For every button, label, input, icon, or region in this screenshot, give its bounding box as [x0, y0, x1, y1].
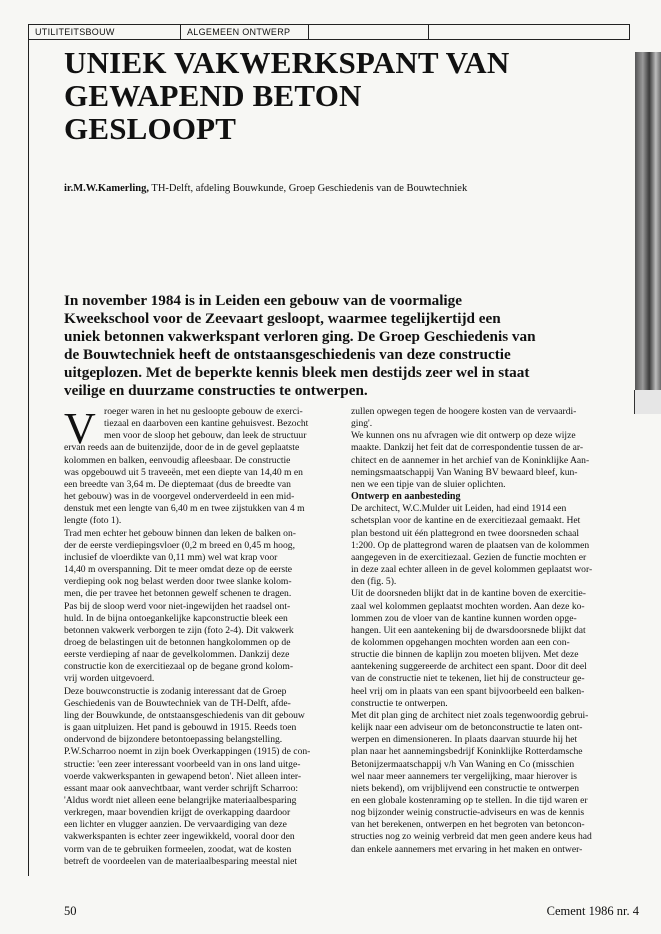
body-text-line: constructie kon de exercitiezaal op de begane grond kolom- [64, 661, 294, 673]
body-text-line: maakte. Dankzij het feit dat de correspondentie tussen de ar- [351, 442, 584, 454]
body-text-line: droeg de belastingen uit de betonnen hangkolommen op de [64, 636, 291, 648]
body-text-line: zullen opwegen tegen de hoogere kosten van de vervaardi- [351, 406, 577, 417]
body-text-line: plan naar het aannemingsbedrijf Koninklijke Rotterdamsche [351, 746, 583, 758]
body-text-line: Deze bouwconstructie is zodanig interessant dat de Groep [64, 685, 287, 697]
body-text-line: en een globale kostenraming op te stellen. In die tijd waren er [351, 795, 588, 806]
body-text-line: kelijk naar een adviseur om de betonconstructie te laten ont- [351, 722, 583, 734]
body-text-line: niets bekend), om vrijblijvend een constructie te ontwerpen [351, 782, 580, 794]
body-text-line: zaal wel kolommen geplaatst mochten worden. Aan deze ko- [351, 600, 585, 612]
body-text-line: betonnen vakwerk verborgen te zijn (foto 2-4). Dit vakwerk [64, 624, 294, 636]
left-frame-rule [28, 38, 29, 876]
body-text-line: verkregen, maar bovendien krijgt de overkapping daardoor [64, 807, 291, 819]
body-text-line: aangegeven in de exercitiezaal. Gezien de functie mochten er [351, 551, 587, 563]
body-text-line: ging'. [351, 418, 373, 430]
body-text-line: structie: 'een zeer interessant voorbeeld van in ons land uitge- [64, 758, 301, 770]
body-text-line: chitect en de aannemer in het archief van de Koninklijke Aan- [351, 454, 590, 466]
body-text-line: den (fig. 5). [351, 576, 397, 588]
section-label-empty-2 [429, 25, 629, 39]
body-text-line: heel vrij om in plaats van een spant bijvoorbeeld een balken- [351, 685, 585, 697]
body-text-line: denstuk met een lengte van 6,40 m en twee zijstukken van 4 m [64, 503, 305, 515]
body-text-line: vorm van de te gebruiken formeelen, zoodat, wat de kosten [64, 843, 292, 855]
body-text-line: Geschiedenis van de Bouwtechniek van de TH-Delft, afde- [64, 697, 291, 709]
body-text-line: het gebouw) was in de voorgevel onderverdeeld in een mid- [64, 491, 295, 503]
body-text-line: kolommen en balken, eenvoudig afleesbaar. De constructie [64, 454, 291, 466]
body-text-line: 'Aldus wordt niet alleen eene belangrijke materiaalbesparing [64, 795, 297, 806]
title-line: GESLOOPT [64, 111, 237, 146]
body-text-line: huld. In de bijna ontoegankelijke kapconstructie bleek een [64, 612, 288, 624]
body-text-line: We kunnen ons nu afvragen wie dit ontwerp op deze wijze [351, 430, 576, 442]
body-text-line: werpen en dimensioneren. In plaats daarvan stuurde hij het [351, 734, 578, 746]
body-text-line: men voor de sloop het gebouw, dan leek de structuur [104, 430, 307, 442]
body-text-line: eerste verdieping af naar de gevelkolommen. Dankzij deze [64, 649, 290, 661]
body-text-line: Uit de doorsneden blijkt dat in de kantine boven de exercitie- [351, 588, 586, 600]
body-text-line: in deze zaal echter alleen in de gevel kolommen geplaatst wor- [351, 564, 593, 576]
body-text-line: inclusief de vloerdikte van 0,11 mm) wel wat krap voor [64, 551, 278, 563]
body-text-line: de kolommen opgehangen mochten worden aan een con- [351, 636, 570, 648]
lead-line: In november 1984 is in Leiden een gebouw van de voormalige [64, 292, 462, 309]
lead-line: uitgeplozen. Met de beperkte kennis bleek men destijds zeer wel in staat [64, 364, 530, 381]
body-text-line: van het berekenen, ontwerpen en het begroten van betoncon- [351, 819, 585, 831]
body-text-line: voerde vakwerkspanten in gewapend beton'. Niet alleen inter- [64, 770, 302, 782]
body-text-line: aantekening suggereerde de architect een spant. Door dit deel [351, 661, 587, 673]
body-text-line: was opgebouwd uit 5 traveeën, met een diepte van 14,40 m en [64, 466, 303, 478]
article-byline [64, 183, 467, 194]
body-column-left [64, 406, 342, 868]
lead-line: de Bouwtechniek heeft de ontstaansgeschiedenis van deze constructie [64, 346, 511, 363]
body-text-line: Pas bij de sloop werd voor niet-ingewijden het raadsel ont- [64, 600, 291, 612]
section-header-bar [28, 24, 630, 40]
drop-cap: V [64, 404, 96, 453]
section-label-utiliteitsbouw: UTILITEITSBOUW [29, 25, 181, 39]
body-text-line: verdieping ook nog belast werden door twee slanke kolom- [64, 576, 292, 588]
body-text-line: roeger waren in het nu gesloopte gebouw de exerci- [104, 406, 303, 417]
author-name: ir.M.W.Kamerling, [64, 183, 149, 194]
body-text-line: structie die binnen de kaplijn zou moeten blijven. Met deze [351, 649, 579, 661]
body-text-line: Trad men echter het gebouw binnen dan leken de balken on- [64, 527, 296, 539]
body-text-line: tiezaal en daarboven een kantine gehuisvest. Bezocht [104, 418, 309, 430]
lead-line: veilige en duurzame constructies te ontwerpen. [64, 382, 368, 399]
body-text-line: hangen. Uit een aantekening bij de dwarsdoorsnede blijkt dat [351, 624, 586, 636]
journal-issue: Cement 1986 nr. 4 [546, 904, 639, 918]
lead-paragraph [64, 292, 630, 400]
body-text-line: men, die per travee het betonnen gewelf schenen te dragen. [64, 588, 292, 600]
article-title [64, 46, 624, 145]
body-text-line: der de eerste verdiepingsvloer (0,2 m breed en 0,45 m hoog, [64, 539, 295, 551]
body-text-line: nog bijzonder weinig constructie-adviseurs en was de kennis [351, 807, 585, 819]
body-text-line: ling der Bouwkunde, de ontstaansgeschiedenis van dit gebouw [64, 709, 305, 721]
body-text-line: P.W.Scharroo noemt in zijn boek Overkappingen (1915) de con- [64, 746, 311, 758]
section-subheading: Ontwerp en aanbesteding [351, 491, 461, 503]
author-affiliation: TH-Delft, afdeling Bouwkunde, Groep Geschiedenis van de Bouwtechniek [148, 183, 468, 194]
body-text-line: 14,40 m overspanning. Dit te meer omdat deze op de eerste [64, 564, 293, 576]
section-label-empty [309, 25, 429, 39]
body-text-line: een breedte van 3,64 m. De dieptemaat (dus de breedte van [64, 478, 291, 490]
body-text-line: dan enkele aannemers met ervaring in het maken en ontwer- [351, 843, 583, 855]
body-text-line: nemingsmaatschappij Van Waning BV bewaard bleef, kun- [351, 466, 578, 478]
page-number: 50 [64, 904, 77, 918]
body-column-right [351, 406, 627, 856]
title-line: GEWAPEND BETON [64, 78, 362, 113]
body-text-line: is gaan uitpluizen. Het pand is gebouwd in 1915. Reeds toen [64, 722, 297, 734]
body-text-line: 1:200. Op de plattegrond waren de plaatsen van de kolommen [351, 539, 590, 551]
body-text-line: lommen zou de vloer van de kantine kunnen worden opge- [351, 612, 577, 624]
edge-photo-strip [635, 52, 661, 390]
body-text-line: wel naar meer aannemers ter vergelijking, maar hierover is [351, 770, 577, 782]
lead-line: Kweekschool voor de Zeevaart gesloopt, waarmee tegelijkertijd een [64, 310, 501, 327]
body-text-line: ondervond de bijzondere betontoepassing belangstelling. [64, 734, 283, 746]
body-text-line: Met dit plan ging de architect niet zoals tegenwoordig gebrui- [351, 709, 589, 721]
body-text-line: van de constructie niet te tekenen, liet hij de constructeur ge- [351, 673, 585, 685]
body-text-line: De architect, W.C.Mulder uit Leiden, had eind 1914 een [351, 503, 567, 515]
body-text-line: vrij worden uitgevoerd. [64, 673, 155, 685]
body-text-line: constructie te ontwerpen. [351, 697, 448, 709]
section-label-algemeen-ontwerp: ALGEMEEN ONTWERP [181, 25, 309, 39]
lead-line: uniek betonnen vakwerkspant verloren ging. De Groep Geschiedenis van [64, 328, 536, 345]
body-text-line: schetsplan voor de kantine en de exercitiezaal gemaakt. Het [351, 515, 581, 527]
body-text-line: nen we een tipje van de sluier oplichten. [351, 478, 506, 490]
body-text-line: essant maar ook aanvechtbaar, want verder schrijft Scharroo: [64, 782, 299, 794]
body-text-line: lengte (foto 1). [64, 515, 122, 527]
body-text-line: ervan reeds aan de buitenzijde, door de in de gevel geplaatste [64, 442, 300, 454]
edge-photo-corner [634, 390, 661, 414]
body-text-line: structies nog zo weinig verbreid dat men geen andere keus had [351, 831, 592, 843]
title-line: UNIEK VAKWERKSPANT VAN [64, 45, 510, 80]
body-text-line: een lichter en vlugger aanzien. De vervaardiging van deze [64, 819, 287, 831]
body-text-line: Betonijzermaatschappij v/h Van Waning en Co (misschien [351, 758, 575, 770]
body-text-line: vakwerkspanten is echter zeer ingewikkeld, vooral door den [64, 831, 295, 843]
body-text-line: betreft de voordeelen van de materiaalbesparing meestal niet [64, 855, 298, 867]
body-text-line: plan bestond uit één plattegrond en twee doorsneden schaal [351, 527, 580, 539]
